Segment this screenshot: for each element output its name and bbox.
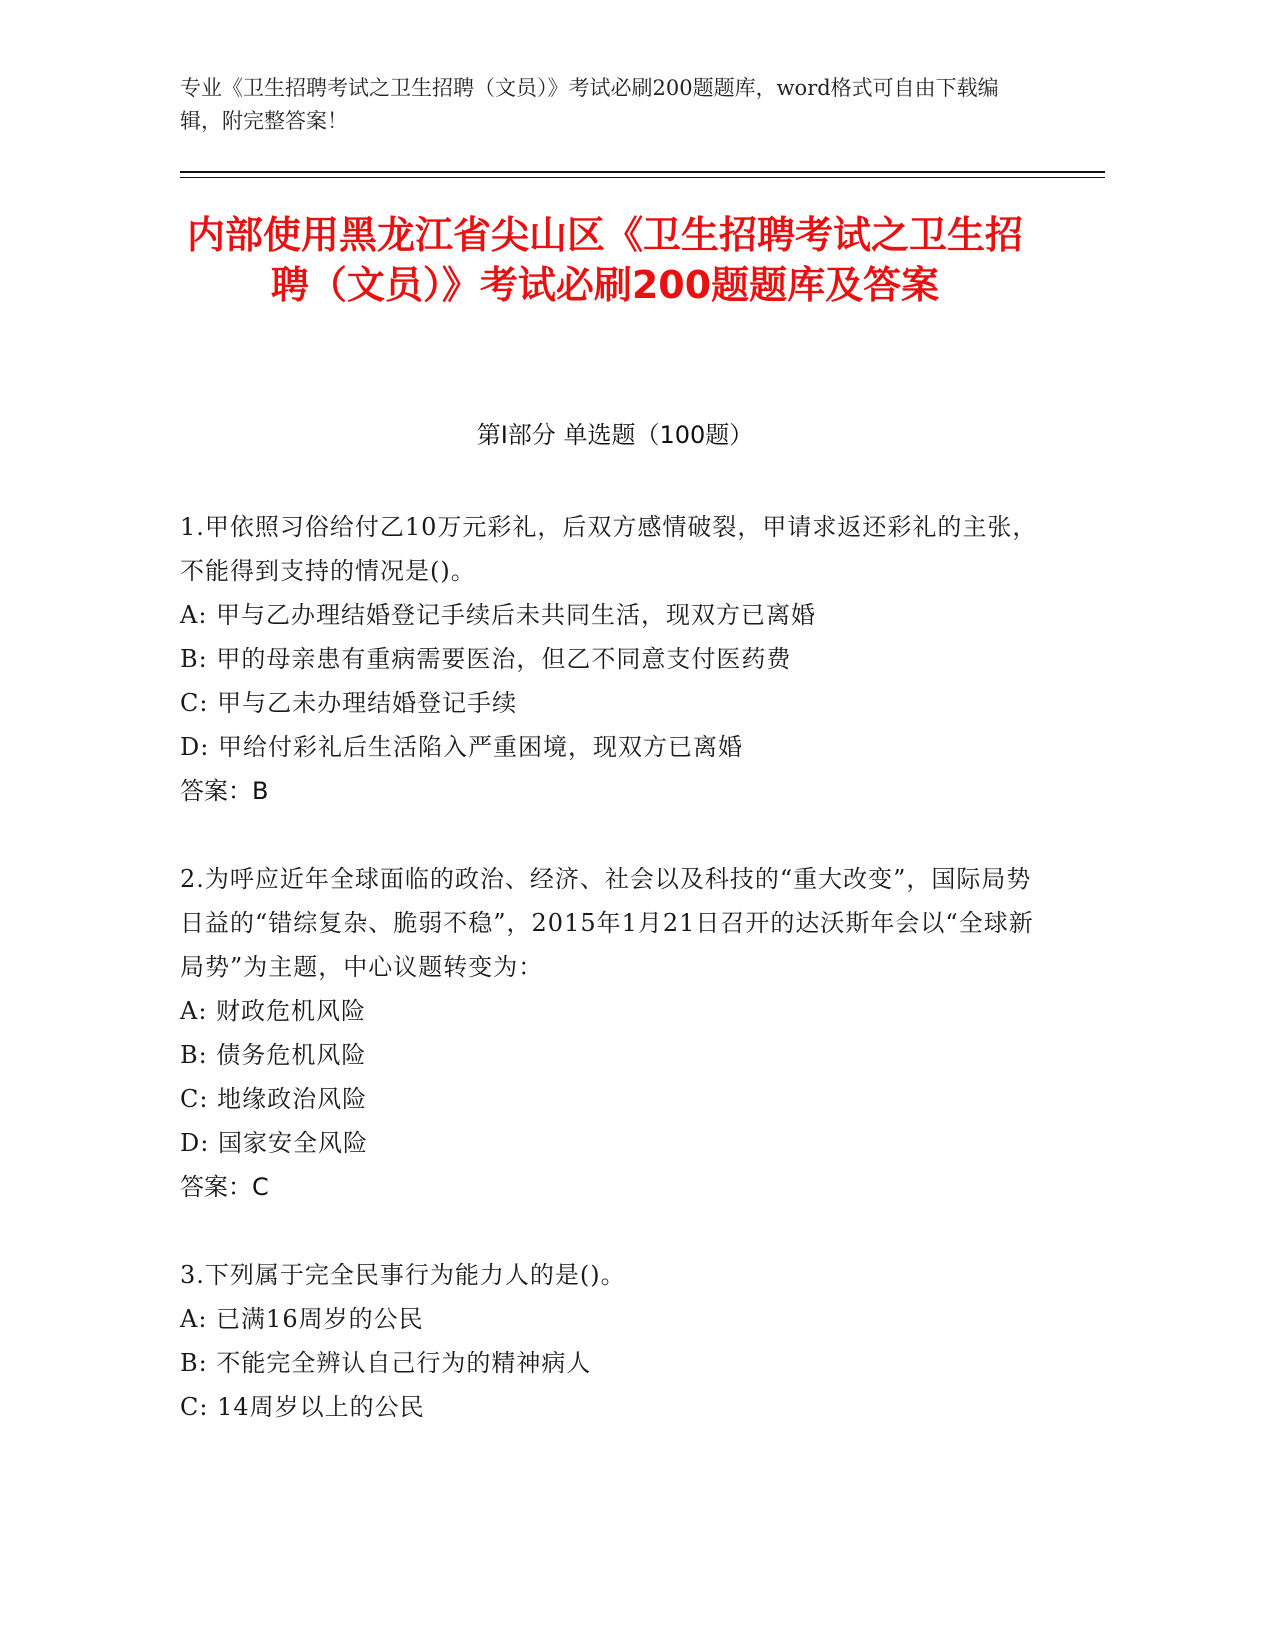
option-a: A: 甲与乙办理结婚登记手续后未共同生活，现双方已离婚: [180, 601, 817, 629]
question-text: 2.为呼应近年全球面临的政治、经济、社会以及科技的“重大改变”，国际局势日益的“错综复杂、脆弱不稳”，2015年1月21日召开的达沃斯年会以“全球新局势”为主题，中心议题转变为：: [180, 865, 1034, 981]
answer: 答案：B: [180, 777, 269, 805]
option-a: A: 已满16周岁的公民: [180, 1305, 424, 1333]
section-heading: 第Ⅰ部分 单选题（100题）: [476, 421, 754, 449]
option-b: B: 债务危机风险: [180, 1041, 367, 1069]
header-note: 专业《卫生招聘考试之卫生招聘（文员）》考试必刷200题题库，word格式可自由下载编辑，附完整答案！: [180, 76, 999, 133]
option-a: A: 财政危机风险: [180, 997, 367, 1025]
option-d: D: 国家安全风险: [180, 1129, 368, 1157]
question-2: [180, 857, 1040, 1209]
option-c: C: 地缘政治风险: [180, 1085, 368, 1113]
option-b: B: 甲的母亲患有重病需要医治，但乙不同意支付医药费: [180, 645, 792, 673]
header-divider-thick: [180, 171, 1105, 173]
question-3: [180, 1253, 1040, 1429]
question-1: [180, 505, 1040, 813]
question-text: 1.甲依照习俗给付乙10万元彩礼，后双方感情破裂，甲请求返还彩礼的主张，不能得到支持的情况是()。: [180, 513, 1038, 585]
option-c: C: 甲与乙未办理结婚登记手续: [180, 689, 518, 717]
header-divider-thin: [180, 177, 1105, 178]
question-list: [180, 505, 1040, 1473]
option-b: B: 不能完全辨认自己行为的精神病人: [180, 1349, 592, 1377]
option-d: D: 甲给付彩礼后生活陷入严重困境，现双方已离婚: [180, 733, 743, 761]
answer: 答案：C: [180, 1173, 269, 1201]
option-c: C: 14周岁以上的公民: [180, 1393, 425, 1421]
document-title: 内部使用黑龙江省尖山区《卫生招聘考试之卫生招聘（文员）》考试必刷200题题库及答案: [186, 213, 1023, 307]
question-text: 3.下列属于完全民事行为能力人的是()。: [180, 1261, 626, 1289]
